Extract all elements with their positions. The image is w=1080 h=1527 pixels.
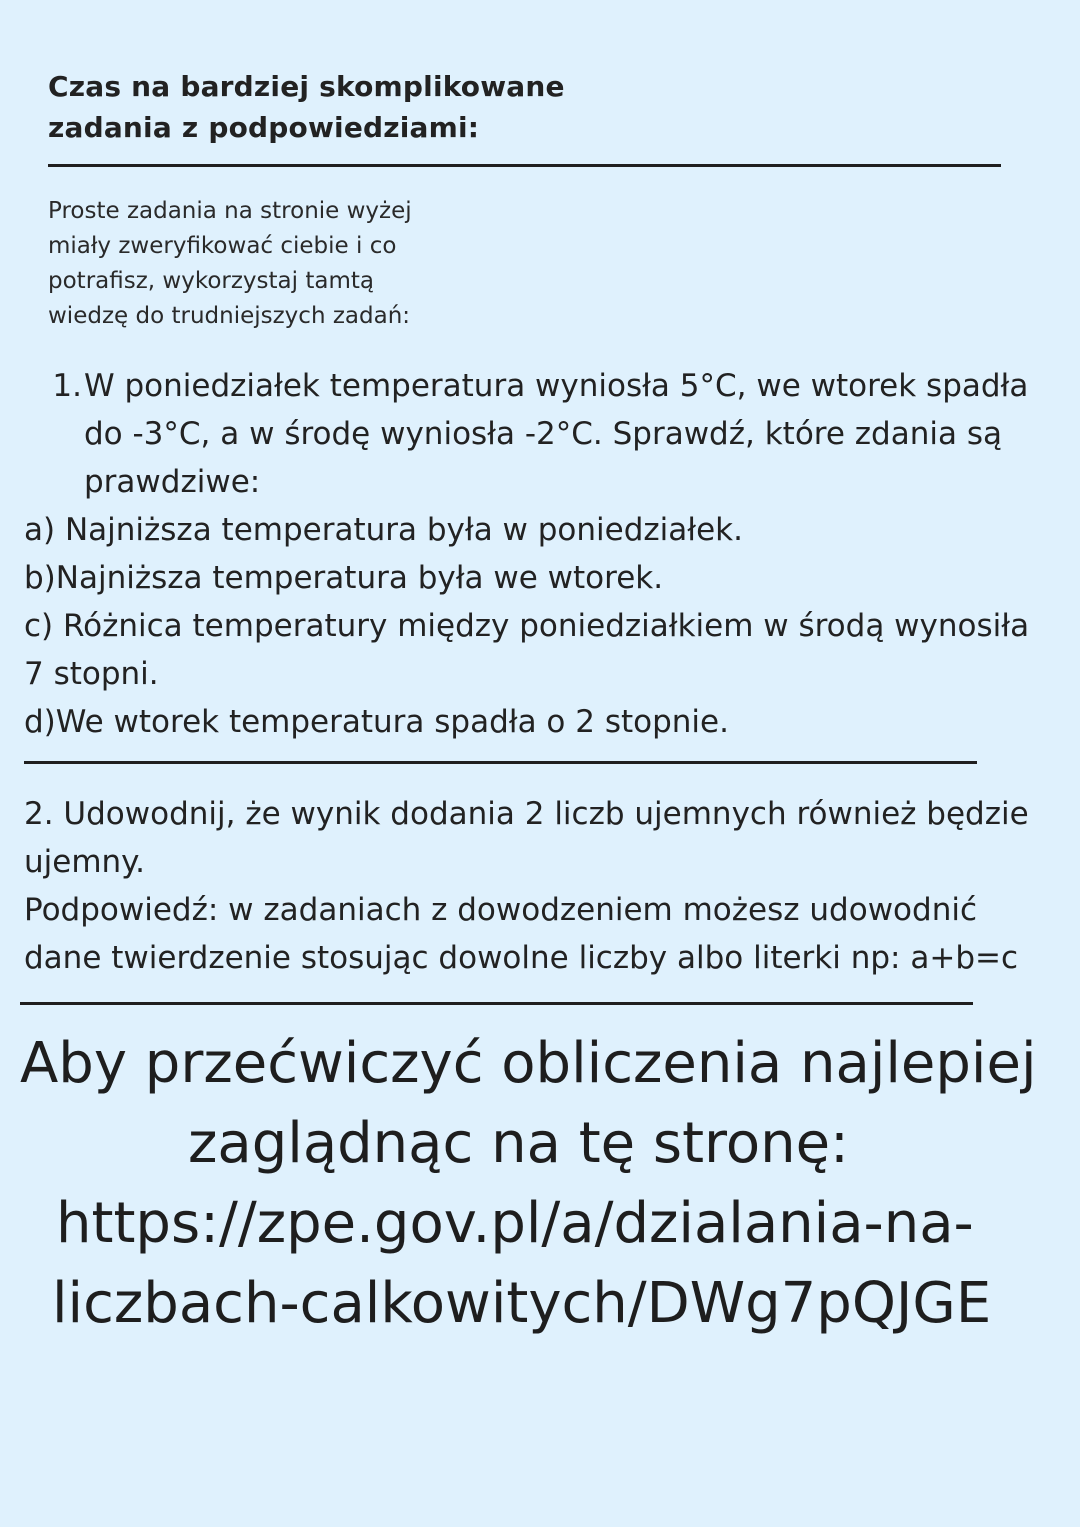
task-2-hint-line-2: dane twierdzenie stosując dowolne liczby albo literki np: a+b=c bbox=[24, 940, 1019, 976]
intro-line-1: Proste zadania na stronie wyżej bbox=[48, 198, 412, 224]
divider-top bbox=[48, 164, 1001, 167]
task-1-text-line-3: prawdziwe: bbox=[84, 464, 261, 500]
intro-line-3: potrafisz, wykorzystaj tamtą bbox=[48, 268, 374, 294]
closing-link-line-2: liczbach-calkowitych/DWg7pQJGE bbox=[52, 1271, 992, 1336]
task-2-hint-line-1: Podpowiedź: w zadaniach z dowodzeniem możesz udowodnić bbox=[24, 892, 977, 928]
divider-bottom bbox=[20, 1002, 973, 1005]
task-1-option-c-line-1: c) Różnica temperatury między poniedziałkiem w środą wynosiła bbox=[24, 608, 1030, 644]
task-1-option-c-line-2: 7 stopni. bbox=[24, 656, 159, 692]
divider-middle bbox=[24, 761, 977, 764]
task-1-text-line-1: W poniedziałek temperatura wyniosła 5°C, we wtorek spadła bbox=[84, 368, 1029, 404]
intro-line-2: miały zweryfikować ciebie i co bbox=[48, 233, 397, 259]
task-2-text-line-2: ujemny. bbox=[24, 844, 145, 880]
closing-line-1: Aby przećwiczyć obliczenia najlepiej bbox=[20, 1031, 1037, 1096]
closing-line-2: zaglądnąc na tę stronę: bbox=[188, 1111, 849, 1176]
task-1-option-b: b)Najniższa temperatura była we wtorek. bbox=[24, 560, 664, 596]
intro-line-4: wiedzę do trudniejszych zadań: bbox=[48, 303, 411, 329]
task-2 bbox=[24, 790, 1064, 982]
intro-paragraph bbox=[48, 194, 508, 334]
task-1-question-line-1 bbox=[24, 362, 1064, 410]
task-1-text-line-2: do -3°C, a w środę wyniosła -2°C. Sprawdź, które zdania są bbox=[84, 416, 1002, 452]
task-1-option-d: d)We wtorek temperatura spadła o 2 stopnie. bbox=[24, 704, 729, 740]
task-1-number: 1. bbox=[52, 368, 82, 404]
task-1-option-a: a) Najniższa temperatura była w poniedziałek. bbox=[24, 512, 743, 548]
heading-line-2: zadania z podpowiedziami: bbox=[48, 111, 480, 144]
closing-link-line-1: https://zpe.gov.pl/a/dzialania-na- bbox=[56, 1191, 974, 1256]
task-1 bbox=[24, 362, 1064, 746]
heading-line-1: Czas na bardziej skomplikowane bbox=[48, 70, 565, 103]
closing-note bbox=[0, 1024, 1080, 1344]
task-2-text-line-1: 2. Udowodnij, że wynik dodania 2 liczb ujemnych również będzie bbox=[24, 796, 1029, 832]
section-heading bbox=[48, 66, 648, 148]
